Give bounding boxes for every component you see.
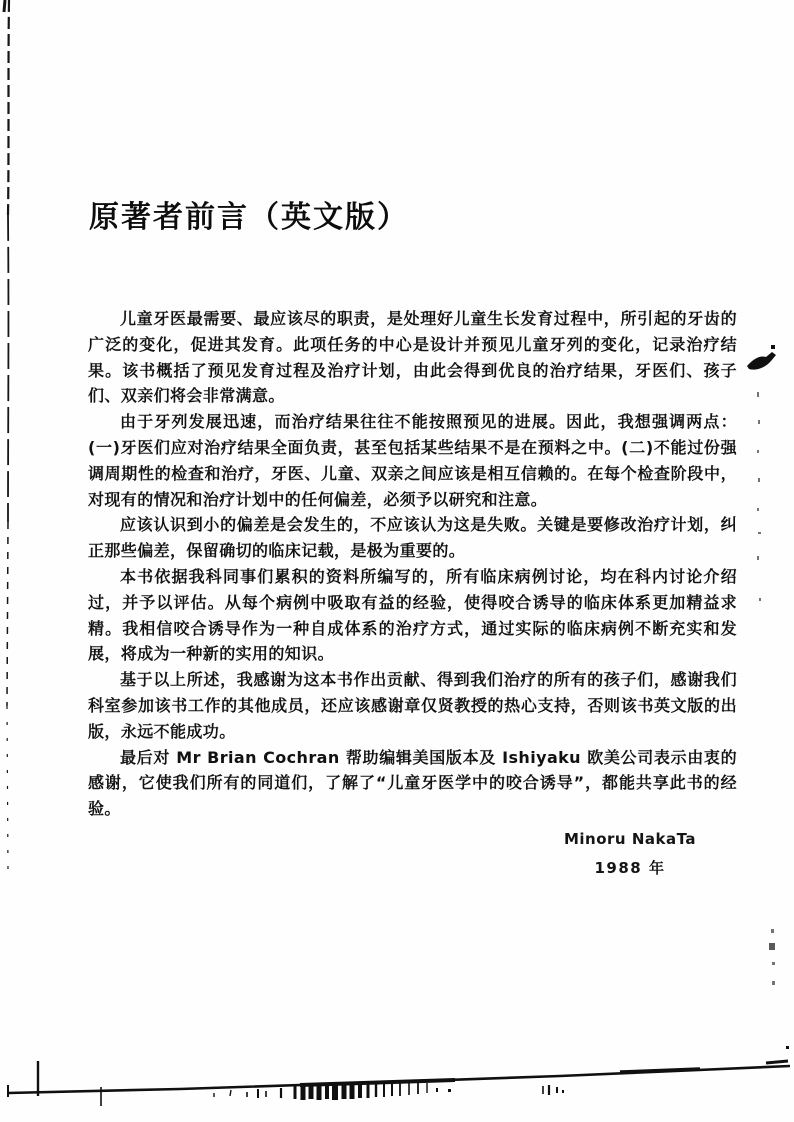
left-binding-line-artifact: [4, 0, 9, 872]
right-margin-ink-mark: [747, 345, 776, 370]
paragraph-4: 本书依据我科同事们累积的资料所编写的，所有临床病例讨论，均在科内讨论介绍过，并予以评估。从每个病例中吸取有益的经验，使得咬合诱导的临床体系更加精益求精。我相信咬合诱导作为一种自成体系的治疗方式，通过实际的临床病例不断充实和发展，将成为一种新的实用的知识。: [88, 566, 737, 664]
right-margin-specks: [757, 392, 775, 985]
page-title: 原著者前言（英文版）: [89, 200, 409, 235]
paragraph-6: 最后对 Mr Brian Cochran 帮助编辑美国版本及 Ishiyaku 欧美公司表示由衷的感谢，它使我们所有的同道们，了解了“儿童牙医学中的咬合诱导”，都能共享此书的经验。: [88, 747, 737, 819]
preface-body: [88, 306, 737, 822]
signature-year: 1988 年: [594, 859, 666, 877]
paragraph-2: 由于牙列发展迅速，而治疗结果往往不能按照预见的进展。因此，我想强调两点：(一)牙医们应对治疗结果全面负责，甚至包括某些结果不是在预料之中。(二)不能过份强调周期性的检查和治疗，牙医、儿童、双亲之间应该是相互信赖的。在每个检查阶段中，对现有的情况和治疗计划中的任何偏差，必须予以研究和注意。: [88, 412, 737, 509]
bottom-scan-line-artifact: [8, 1046, 790, 1106]
paragraph-1: 儿童牙医最需要、最应该尽的职责，是处理好儿童生长发育过程中，所引起的牙齿的广泛的变化，促进其发育。此项任务的中心是设计并预见儿童牙列的变化，记录治疗结果。该书概括了预见发育过程及治疗计划，由此会得到优良的治疗结果，牙医们、孩子们、双亲们将会非常满意。: [88, 309, 737, 406]
paragraph-3: 应该认识到小的偏差是会发生的，不应该认为这是失败。关键是要修改治疗计划，纠正那些偏差，保留确切的临床记载，是极为重要的。: [88, 515, 737, 561]
paragraph-5: 基于以上所述，我感谢为这本书作出贡献、得到我们治疗的所有的孩子们，感谢我们科室参加该书工作的其他成员，还应该感谢章仅贤教授的热心支持，否则该书英文版的出版，永远不能成功。: [88, 670, 737, 741]
signature-block: [556, 830, 704, 878]
author-name: Minoru NakaTa: [563, 830, 697, 848]
